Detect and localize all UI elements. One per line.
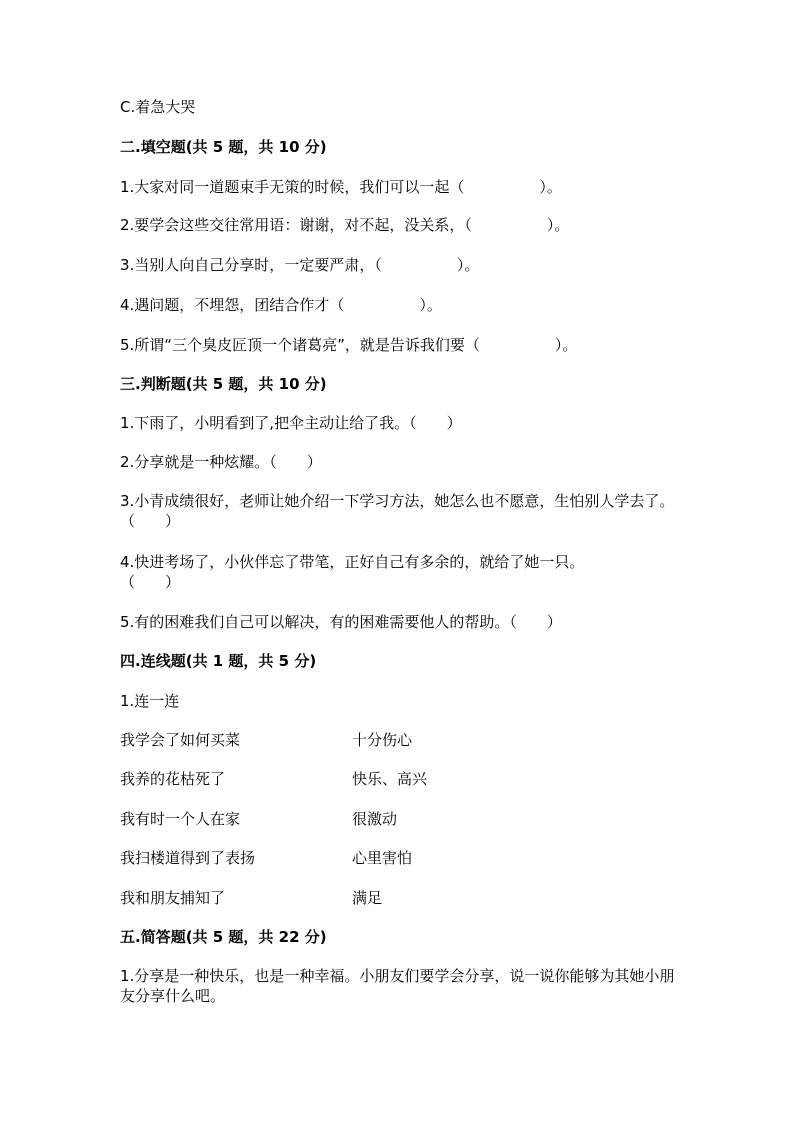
short-answer-question-1: 1.分享是一种快乐，也是一种幸福。小朋友们要学会分享，说一说你能够为其她小朋友分享什么吧。: [120, 967, 675, 1005]
matching-right-item: 很激动: [352, 810, 398, 828]
fill-blank-question-2: 2.要学会这些交往常用语：谢谢，对不起，没关系，（ ）。: [120, 216, 570, 234]
judgment-question-5: 5.有的困难我们自己可以解决，有的困难需要他人的帮助。（ ）: [120, 613, 562, 631]
fill-blank-question-4: 4.遇问题，不埋怨，团结合作才（ ）。: [120, 296, 442, 314]
section-matching-heading: 四.连线题(共 1 题，共 5 分): [120, 652, 317, 670]
matching-left-item: 我学会了如何买菜: [120, 731, 241, 749]
matching-question-1: 1.连一连: [120, 692, 180, 710]
judgment-question-2: 2.分享就是一种炫耀。（ ）: [120, 453, 322, 471]
fill-blank-question-3: 3.当别人向自己分享时，一定要严肃，（ ）。: [120, 256, 480, 274]
matching-left-item: 我养的花枯死了: [120, 770, 226, 788]
option-c: C.着急大哭: [120, 98, 196, 116]
matching-left-item: 我扫楼道得到了表扬: [120, 849, 256, 867]
matching-right-item: 十分伤心: [352, 731, 413, 749]
judgment-question-1: 1.下雨了，小明看到了,把伞主动让给了我。（ ）: [120, 414, 462, 432]
judgment-question-3: 3.小青成绩很好，老师让她介绍一下学习方法，她怎么也不愿意，生怕别人学去了。（ ）: [120, 492, 675, 530]
judgment-question-4-line-1: 4.快进考场了，小伙伴忘了带笔，正好自己有多余的，就给了她一只。: [120, 553, 585, 571]
fill-blank-question-5: 5.所谓“三个臭皮匠顶一个诸葛亮”，就是告诉我们要（ ）。: [120, 336, 578, 354]
section-short-answer-heading: 五.简答题(共 5 题，共 22 分): [120, 928, 327, 946]
fill-blank-question-1: 1.大家对同一道题束手无策的时候，我们可以一起（ ）。: [120, 178, 562, 196]
judgment-question-4-line-2: （ ）: [120, 573, 181, 591]
matching-left-item: 我和朋友捕知了: [120, 889, 226, 907]
matching-right-item: 快乐、高兴: [352, 770, 428, 788]
matching-left-item: 我有时一个人在家: [120, 810, 241, 828]
section-judgment-heading: 三.判断题(共 5 题，共 10 分): [120, 375, 327, 393]
matching-right-item: 满足: [352, 889, 383, 907]
matching-right-item: 心里害怕: [352, 849, 413, 867]
section-fill-blank-heading: 二.填空题(共 5 题，共 10 分): [120, 138, 327, 156]
